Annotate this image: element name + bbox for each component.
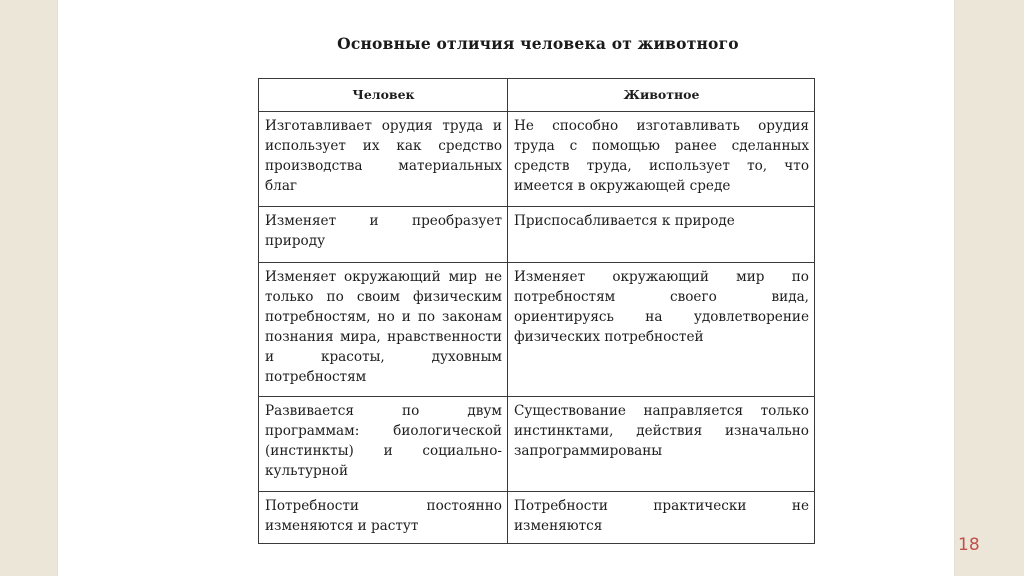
table-cell: Потребности постоянно изменяются и растут	[259, 492, 508, 544]
table-row	[259, 207, 815, 263]
table-cell: Изменяет и преобразует природу	[259, 207, 508, 263]
table-cell: Потребности практически не изменяются	[508, 492, 815, 544]
table-cell: Приспосабливается к природе	[508, 207, 815, 263]
table-cell: Изготавливает орудия труда и использует их как средство производства материальных благ	[259, 112, 508, 207]
page-number: 18	[958, 535, 980, 555]
column-header-animal: Животное	[508, 79, 815, 112]
page-title: Основные отличия человека от животного	[337, 34, 739, 53]
table-cell: Развивается по двум программам: биологической (инстинкты) и социально-культурной	[259, 397, 508, 492]
table-cell: Изменяет окружающий мир не только по своим физическим потребностям, но и по законам познания мира, нравственности и красоты, духовным потребностям	[259, 263, 508, 397]
left-background-strip	[0, 0, 58, 576]
table-cell: Изменяет окружающий мир по потребностям своего вида, ориентируясь на удовлетворение физических потребностей	[508, 263, 815, 397]
table-row	[259, 397, 815, 492]
table-row	[259, 112, 815, 207]
table-row	[259, 492, 815, 544]
table-header-row	[259, 79, 815, 112]
column-header-human: Человек	[259, 79, 508, 112]
comparison-table	[258, 78, 815, 544]
table-cell: Существование направляется только инстинктами, действия изначально запрограммированы	[508, 397, 815, 492]
table-cell: Не способно изготавливать орудия труда с помощью ранее сделанных средств труда, использует то, что имеется в окружающей среде	[508, 112, 815, 207]
table-row	[259, 263, 815, 397]
right-background-strip	[954, 0, 1024, 576]
